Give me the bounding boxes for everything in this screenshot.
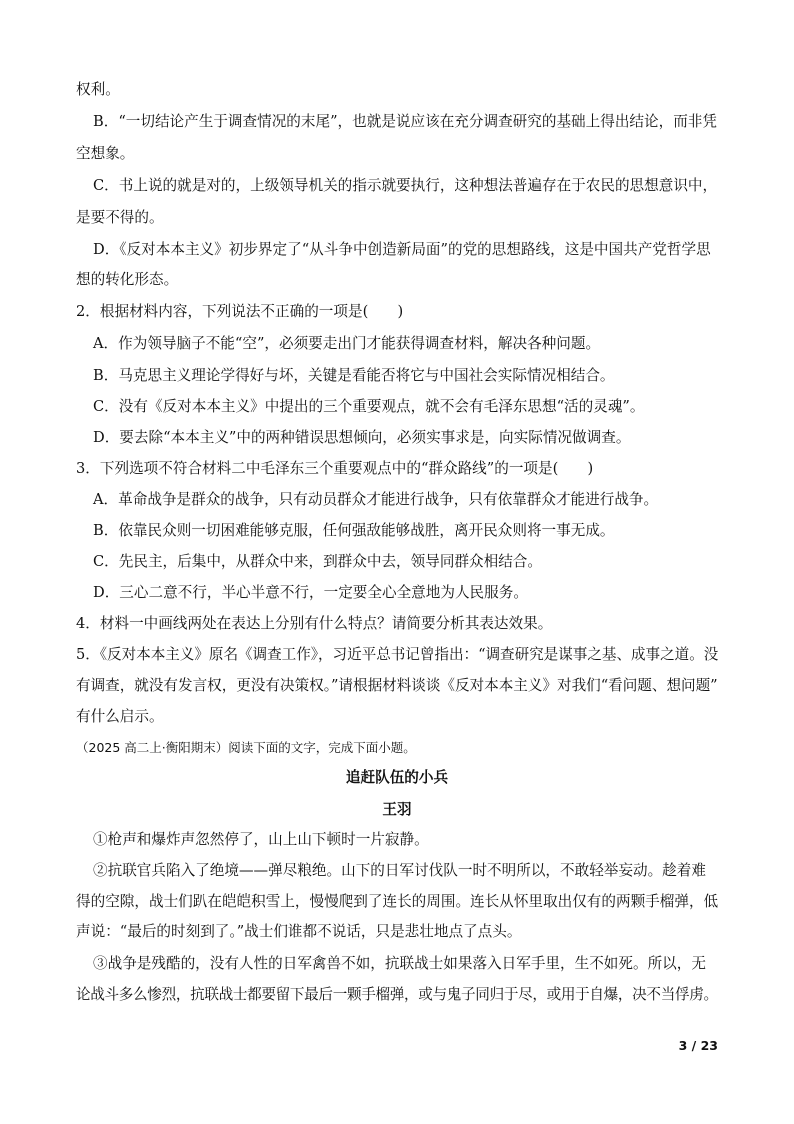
question-4: 4．材料一中画线两处在表达上分别有什么特点？请简要分析其表达效果。 (76, 615, 553, 632)
question-2-option-b: B．马克思主义理论学得好与坏，关键是看能否将它与中国社会实际情况相结合。 (93, 367, 615, 384)
question-2-option-a: A．作为领导脑子不能“空”，必须要走出门才能获得调查材料，解决各种问题。 (93, 335, 601, 352)
question-2: 2．根据材料内容，下列说法不正确的一项是( ) (76, 303, 404, 320)
article-title: 追赶队伍的小兵 (345, 769, 449, 786)
question-3-option-d: D．三心二意不行，半心半意不行，一定要全心全意地为人民服务。 (93, 584, 528, 601)
source-label: （2025 高二上·衡阳期末）阅读下面的文字，完成下面小题。 (76, 740, 416, 755)
question-5-line-3: 有什么启示。 (76, 708, 164, 725)
option-c-line: C．书上说的就是对的，上级领导机关的指示就要执行，这种想法普遍存在于农民的思想意识中， (93, 177, 718, 194)
paragraph-2-line-2: 得的空隙，战士们趴在皑皑积雪上，慢慢爬到了连长的周围。连长从怀里取出仅有的两颗手榴弹，低 (76, 893, 719, 910)
question-5: 5．《反对本本主义》原名《调查工作》，习近平总书记曾指出：“调查研究是谋事之基、成事之道。没 (76, 646, 719, 663)
question-3-option-c: C．先民主，后集中，从群众中来，到群众中去，领导同群众相结合。 (93, 553, 542, 570)
text-line: 权利。 (76, 81, 120, 98)
paragraph-2: ②抗联官兵陷入了绝境——弹尽粮绝。山下的日军讨伐队一时不明所以，不敢轻举妄动。趁着难 (93, 862, 706, 879)
text-line: 想的转化形态。 (76, 271, 179, 288)
page-number: 3 / 23 (678, 1038, 718, 1053)
option-d-line: D．《反对本本主义》初步界定了“从斗争中创造新局面”的党的思想路线，这是中国共产党哲学思 (93, 241, 711, 258)
question-3: 3．下列选项不符合材料二中毛泽东三个重要观点中的“群众路线”的一项是( ) (76, 460, 594, 477)
text-line: 是要不得的。 (76, 209, 164, 226)
option-b-line: B．“一切结论产生于调查情况的末尾”，也就是说应该在充分调查研究的基础上得出结论，而非凭 (93, 113, 717, 130)
paragraph-3: ③战争是残酷的，没有人性的日军禽兽不如，抗联战士如果落入日军手里，生不如死。所以，无 (93, 955, 706, 972)
paragraph-1: ①枪声和爆炸声忽然停了，山上山下顿时一片寂静。 (93, 831, 429, 848)
paragraph-3-line-2: 论战斗多么惨烈，抗联战士都要留下最后一颗手榴弹，或与鬼子同归于尽，或用于自爆，决不当俘虏。 (76, 986, 718, 1003)
text-line: 空想象。 (76, 145, 135, 162)
question-5-line-2: 有调查，就没有发言权，更没有决策权。”请根据材料谈谈《反对本本主义》对我们“看问题、想问题” (76, 677, 718, 694)
question-2-option-c: C．没有《反对本本主义》中提出的三个重要观点，就不会有毛泽东思想“活的灵魂”。 (93, 398, 645, 415)
paragraph-2-line-3: 声说：“最后的时刻到了。”战士们谁都不说话，只是悲壮地点了点头。 (76, 923, 522, 940)
article-author: 王羽 (382, 801, 412, 818)
question-3-option-b: B．依靠民众则一切困难能够克服，任何强敌能够战胜，离开民众则将一事无成。 (93, 522, 615, 539)
question-3-option-a: A．革命战争是群众的战争，只有动员群众才能进行战争，只有依靠群众才能进行战争。 (93, 491, 659, 508)
question-2-option-d: D．要去除“本本主义”中的两种错误思想倾向，必须实事求是，向实际情况做调查。 (93, 429, 631, 446)
